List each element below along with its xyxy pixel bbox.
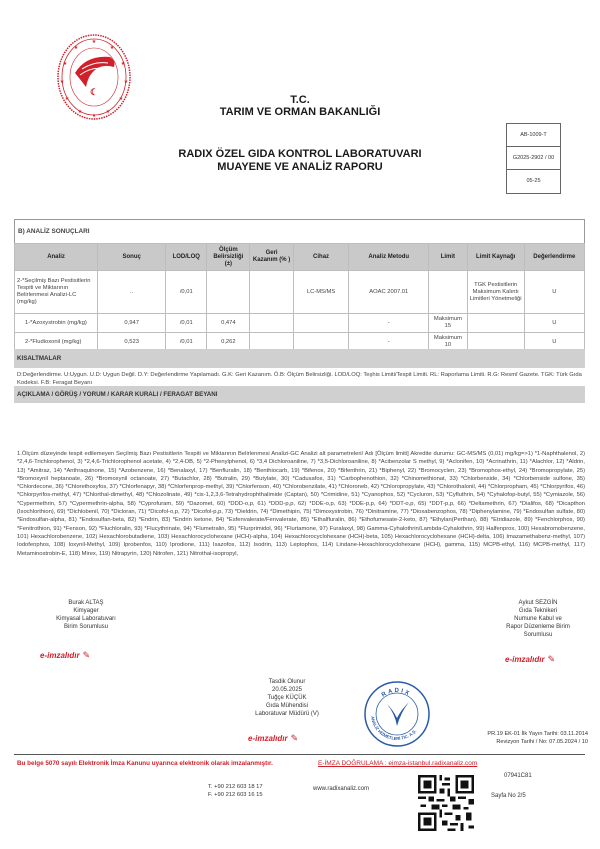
explanation-note: 1.Ölçüm düzeyinde tespit edilemeyen Seçilmiş Bazı Pestisitlerin Tespiti ve Miktarının Belirlenmesi Analizi-GC Analizi alt parametreleri/ Adı [Ölçüm limiti] Akredite durumu: GC-MS/MS (0,01) mg/kg=>1) *1-Naphthalenol, 2) *2,4,6-Trichlorophenol, 3) *2,4,6-Trichlorophenol acetate, 4) *2,4-DB, 5) *2-Phenylphenol, 6) *3,4 Dichloroaniline, 7) *3,5-Dichloroaniline, 8) *Acibenzolar S methyl, 9) *Aclonifen, 10) *Acrinathrin, 11) *Alachlor, 12) *Aldrin, 13) *Amitraz, 14) *Anthraquinone, 15) *Azobenzene, 16) *Benalaxyl, 17) *Benfluralin, 18) *Benthiocarb, 19) *Bifenox, 20) *Bifenthrin, 21) *Biphenyl, 22) *Bromocyclen, 23) *Bromophos-ethyl, 24) *Bromopropylate, 25) *Bromoxynil heptanoate, 26) *Bromoxynil octanoate, 27) *Butachlor, 28) *Butralin, 29) *Butylate, 30) *Cadusafos, 31) *Carbophenothion, 32) *Chinomethionat, 33) *Chlorbenside, 34) *Chlorbenside sulfone, 35) *Chlordecone, 36) *Chlorethoxyfos, 37) *Chlorfenapyr, 38) *Chlorfenprop-methyl, 39) *Chlorfenson, 40) *Chlorobenzilate, 41) *Chloroneb, 42) *Chloropropylate, 43) *Chlorothalonil, 44) *Chlorpropham, 45) *Chlorpyrifos, 46) *Chlorpyrifos-methyl, 47) *Chlorthal-dimethyl, 48) *Chlozolinate, 49) *cis-1,2,3,6-Tetrahydrophthalimide (Captan), 50) *Crimidine, 51) *Cyanophos, 52) *Cycluron, 53) *Cyfluthrin, 54) *Cyhalofop-butyl, 55) *Cymiazole, 56) *Cypermethrin, 57) *Cypermethrin-alpha, 58) *Cyprofuram, 59) *Dazomet, 60) *DDD-o,p, 61) *DDD-p,p, 62) *DDE-o,p, 63) *DDE-p,p, 64) *DDT-o,p, 65) *DDT-p,p, 66) *Deltamethrin, 67) *Dialifos, 68) *Dicapthon (Isochlorthion), 69) *Dichlobenil, 70) *Dicloran, 71) *Dicofol-o,p, 72) *Dicofol-p,p, 73) *Dieldrin, 74) *Dimethipin, 75) *Dimoxystrobin, 76) *Dinitramine, 77) *Dioxabenzophos, 78) *Diphenylamine, 79) *Endosulfan sulfate, 80) *Endosulfan-alpha, 81) *Endosulfan-beta, 82) *Endrin, 83) *Endrin ketone, 84) *Esfenvalerate/Fenvalerate, 85) *Ethalfluralin, 86) *Ethofumesate-2-keto, 87) *Ethylan(Perthan), 88) *Etridiazole, 89) *Fenchlorphos, 90) *Fenitrothion, 91) *Fenson, 92) *Fluchloralin, 93) *Flucythrinate, 94) *Flumetralin, 95) *Flurprimidol, 96) *Flurtamone, 97) Furalaxyl, 98) Gamma-Cyhalothrin/Lambda-Cyhalothrin, 99) Halfenprox, 100) Hexabromobenzene, 101) Hexachlorobenzene, 102) Hexachlorobutadiene, 103) Hexachlorocyclohexane (HCH)-alpha, 104) Hexachlorocyclohexane (HCH)-beta, 105) Hexachlorocyclohexane (HCH)-delta, 106) Imazamethabenz-methyl, 107) Iodofenphos, 108) Ioxynil-Methyl, 109) Iprobenfos, 110) Iprodione, 111) Isazofos, 112) Isodrin, 113) Leptophos, 114) Lindane-Hexachlorocyclohexane (HCH), gamma, 115) MCPB-ethyl, 116) MCPB-methyl, 117) Metaminostrobin-E, 118) Mirex, 119) Nitrapyrin, 120) Nitrofen, 121) Nitrothal-isopropyl, bbox=[17, 451, 585, 557]
cell-belirsizlik bbox=[207, 271, 250, 314]
column-header: Limit Kaynağı bbox=[467, 244, 524, 271]
pen-icon: ✎ bbox=[290, 733, 299, 743]
abbreviations-heading: KISALTMALAR bbox=[14, 349, 585, 368]
signer-title: Gıda Teknikeri bbox=[518, 608, 558, 614]
cell-lod: /0,01 bbox=[166, 314, 207, 333]
column-header: Değerlendirme bbox=[524, 244, 584, 271]
cell-kaynak bbox=[467, 314, 524, 333]
column-header: Cihaz bbox=[293, 244, 349, 271]
cell-cihaz: LC-MS/MS bbox=[293, 271, 349, 314]
contact-info bbox=[208, 783, 263, 799]
cell-analiz: 2-*Fludioxonil (mg/kg) bbox=[15, 333, 98, 352]
revision-line: PR.19 EK-01 İlk Yayın Tarihi: 03.11.2014 bbox=[487, 731, 588, 737]
svg-text:★: ★ bbox=[109, 45, 115, 51]
signer-name: Burak ALTAŞ bbox=[68, 600, 104, 606]
signature-left bbox=[26, 599, 146, 631]
analysis-results-table bbox=[14, 219, 585, 352]
cell-degerlendirme: U bbox=[524, 333, 584, 352]
cell-geri-kazanim bbox=[250, 314, 293, 333]
signer-name: Tuğçe KÜÇÜK bbox=[267, 695, 307, 701]
cell-kaynak: TGK Pestisitlerin Maksimum Kalıntı Limitleri Yönetmeliği bbox=[467, 271, 524, 314]
explanation-heading: AÇIKLAMA / GÖRÜŞ / YORUM / KARAR KURALI / FERAGAT BEYANI bbox=[14, 386, 585, 403]
fax-number: F. +90 212 603 16 15 bbox=[208, 792, 263, 798]
e-signature-left bbox=[40, 650, 90, 661]
cell-limit bbox=[429, 271, 468, 314]
revision-info bbox=[438, 730, 588, 746]
cell-analiz: 2-*Seçilmiş Bazı Pestisitlerin Tespiti ve Miktarının Belirlenmesi Analizi-LC (mg/kg) bbox=[15, 271, 98, 314]
signature-approval bbox=[232, 678, 342, 718]
qr-code bbox=[418, 775, 474, 831]
column-header: Ölçüm Belirsizliği (±) bbox=[207, 244, 250, 271]
svg-text:★: ★ bbox=[105, 109, 111, 115]
section-title: B) ANALİZ SONUÇLARI bbox=[15, 220, 585, 244]
website-link[interactable]: www.radixanaliz.com bbox=[313, 786, 370, 792]
cell-sonuc: 0,523 bbox=[98, 333, 166, 352]
svg-text:☾: ☾ bbox=[89, 87, 99, 97]
document-code: 07941C81 bbox=[504, 773, 532, 779]
approval-title: Tasdik Olunur bbox=[268, 679, 306, 685]
table-row bbox=[15, 314, 585, 333]
svg-text:★: ★ bbox=[59, 79, 65, 85]
signer-name: Aykut SEZGİN bbox=[518, 600, 558, 606]
report-number: G2025-2902 / 00 bbox=[507, 147, 560, 170]
column-header: Analiz Metodu bbox=[349, 244, 429, 271]
signer-title: Birim Sorumlusu bbox=[63, 624, 108, 630]
header-lab-name: RADIX ÖZEL GIDA KONTROL LABORATUVARI bbox=[178, 148, 422, 160]
signer-title: Numune Kabul ve bbox=[514, 616, 562, 622]
document-code-box bbox=[506, 123, 561, 194]
report-period: 05-25 bbox=[526, 178, 541, 184]
cell-belirsizlik: 0,474 bbox=[207, 314, 250, 333]
page-number: Sayfa No 2/5 bbox=[491, 793, 526, 799]
form-code: AB-1009-T bbox=[507, 124, 560, 147]
table-row bbox=[15, 271, 585, 314]
column-header: Geri Kazanım (% ) bbox=[250, 244, 293, 271]
column-header: Analiz bbox=[15, 244, 98, 271]
cell-limit: Maksimum 10 bbox=[429, 333, 468, 352]
svg-text:★: ★ bbox=[91, 113, 97, 119]
stamp-top-text: RADIX bbox=[380, 687, 412, 699]
svg-text:★: ★ bbox=[62, 61, 68, 67]
cell-metod: - bbox=[349, 333, 429, 352]
phone-number: T. +90 212 603 18 17 bbox=[208, 784, 263, 790]
table-header-row bbox=[15, 244, 585, 271]
e-signature-verify-link[interactable]: E-İMZA DOĞRULAMA : eimza-istanbul.radixanaliz.com bbox=[318, 760, 478, 767]
svg-text:★: ★ bbox=[73, 45, 79, 51]
svg-text:★: ★ bbox=[91, 39, 97, 45]
revision-line: Revizyon Tarihi / No: 07.05.2024 / 10 bbox=[496, 739, 588, 745]
cell-metod: AOAC 2007.01 bbox=[349, 271, 429, 314]
esign-label: e-imzalıdır bbox=[505, 655, 545, 664]
signer-title: Kimyasal Laboratuvarı bbox=[56, 616, 116, 622]
column-header: Limit bbox=[429, 244, 468, 271]
cell-cihaz bbox=[293, 314, 349, 333]
cell-belirsizlik: 0,262 bbox=[207, 333, 250, 352]
column-header: LOD/LOQ bbox=[166, 244, 207, 271]
cell-sonuc: .. bbox=[98, 271, 166, 314]
esign-label: e-imzalıdır bbox=[40, 651, 80, 660]
column-header: Sonuç bbox=[98, 244, 166, 271]
signer-title: Kimyager bbox=[73, 608, 99, 614]
cell-sonuc: 0,947 bbox=[98, 314, 166, 333]
signer-title: Gıda Mühendisi bbox=[265, 703, 309, 709]
svg-text:★: ★ bbox=[123, 79, 129, 85]
cell-lod: /0,01 bbox=[166, 271, 207, 314]
cell-degerlendirme: U bbox=[524, 314, 584, 333]
signer-title: Rapor Düzenleme Birim bbox=[506, 624, 570, 630]
svg-text:★: ★ bbox=[120, 61, 126, 67]
svg-text:★: ★ bbox=[118, 96, 124, 102]
abbreviations-text: D:Değerlendirme. U:Uygun. U.D: Uygun Değil. D.Y: Değerlendirme Yapılamadı. G.K: Geri Kazanım. Ö.B: Ölçüm Belirsizliği. LOD/LOQ: Teşhis Limiti/Tespit Limiti. RL: Raporlama Limiti. R.G: Resmî Gazete. TGK: Türk Gıda Kodeksi. F.B: Feragat Beyanı bbox=[17, 372, 582, 386]
esign-label: e-imzalıdır bbox=[248, 734, 288, 743]
cell-analiz: 1-*Azoxystrobin (mg/kg) bbox=[15, 314, 98, 333]
approval-date: 20.05.2025 bbox=[271, 687, 303, 693]
svg-text:RADIX bbox=[381, 688, 412, 699]
signer-title: Sorumlusu bbox=[523, 632, 553, 638]
cell-degerlendirme: U bbox=[524, 271, 584, 314]
footer-divider bbox=[14, 754, 585, 755]
svg-text:★: ★ bbox=[77, 109, 83, 115]
e-signature-right bbox=[505, 654, 555, 665]
cell-geri-kazanim bbox=[250, 271, 293, 314]
legal-notice: Bu belge 5070 sayılı Elektronik İmza Kanunu uyarınca elektronik olarak imzalanmıştır. bbox=[17, 760, 273, 767]
header-tc: T.C. bbox=[290, 94, 310, 106]
cell-limit: Maksimum 15 bbox=[429, 314, 468, 333]
e-signature-approval bbox=[248, 733, 298, 744]
header-report-title: MUAYENE VE ANALİZ RAPORU bbox=[217, 161, 383, 173]
pen-icon: ✎ bbox=[82, 650, 91, 660]
cell-lod: /0,01 bbox=[166, 333, 207, 352]
ministry-logo bbox=[56, 33, 132, 121]
cell-metod: - bbox=[349, 314, 429, 333]
signature-right bbox=[488, 599, 588, 639]
header-ministry: TARIM VE ORMAN BAKANLIĞI bbox=[219, 106, 381, 118]
svg-text:★: ★ bbox=[64, 96, 70, 102]
stamp-bottom-text: ANALİZ HİZMETLERİ TİC. A.Ş. bbox=[370, 715, 418, 742]
signer-title: Laboratuvar Müdürü (V) bbox=[255, 711, 319, 717]
pen-icon: ✎ bbox=[547, 654, 556, 664]
company-stamp bbox=[363, 680, 431, 748]
